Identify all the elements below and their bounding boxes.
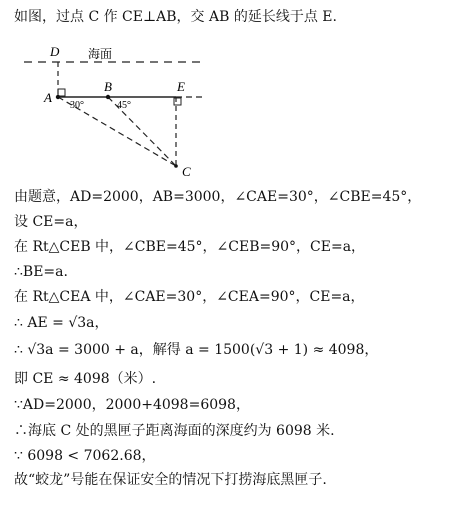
right-angle-e [174,98,181,105]
right-angle-a [58,89,65,96]
solution-line-1: 由题意，AD=2000，AB=3000，∠CAE=30°，∠CBE=45°， [14,189,422,205]
sea-level-label: 海面 [88,47,113,61]
solution-line-7: ∴ √3a = 3000 + a，解得 a = 1500(√3 + 1) ≈ 4098， [14,342,379,358]
point-e-label: E [177,79,185,94]
solution-line-10: ∴海底 C 处的黑匣子距离海面的深度约为 6098 米. [14,423,335,439]
solution-line-6: ∴ AE = √3a， [14,315,109,331]
angle-b-label: 45° [117,100,131,111]
point-c [174,164,178,168]
solution-line-4: ∴BE=a. [14,264,68,280]
point-b-label: B [104,79,112,94]
point-a-label: A [44,90,52,105]
solution-line-2: 设 CE=a， [14,214,88,230]
solution-line-3: 在 Rt△CEB 中，∠CBE=45°，∠CEB=90°，CE=a， [14,239,366,255]
geometry-figure [0,36,474,186]
angle-a-label: 30° [70,100,84,111]
solution-line-11: ∵ 6098 < 7062.68， [14,448,156,464]
solution-line-9: ∵AD=2000，2000+4098=6098， [14,397,250,413]
solution-line-5: 在 Rt△CEA 中，∠CAE=30°，∠CEA=90°，CE=a， [14,289,365,305]
point-c-label: C [182,164,191,179]
point-d-label: D [50,44,60,59]
solution-line-8: 即 CE ≈ 4098（米）. [14,371,157,387]
point-a [56,95,60,99]
solution-line-12: 故“蛟龙”号能在保证安全的情况下打捞海底黑匣子. [14,472,327,488]
problem-intro: 如图，过点 C 作 CE⊥AB，交 AB 的延长线于点 E. [14,9,337,25]
point-b [106,95,110,99]
